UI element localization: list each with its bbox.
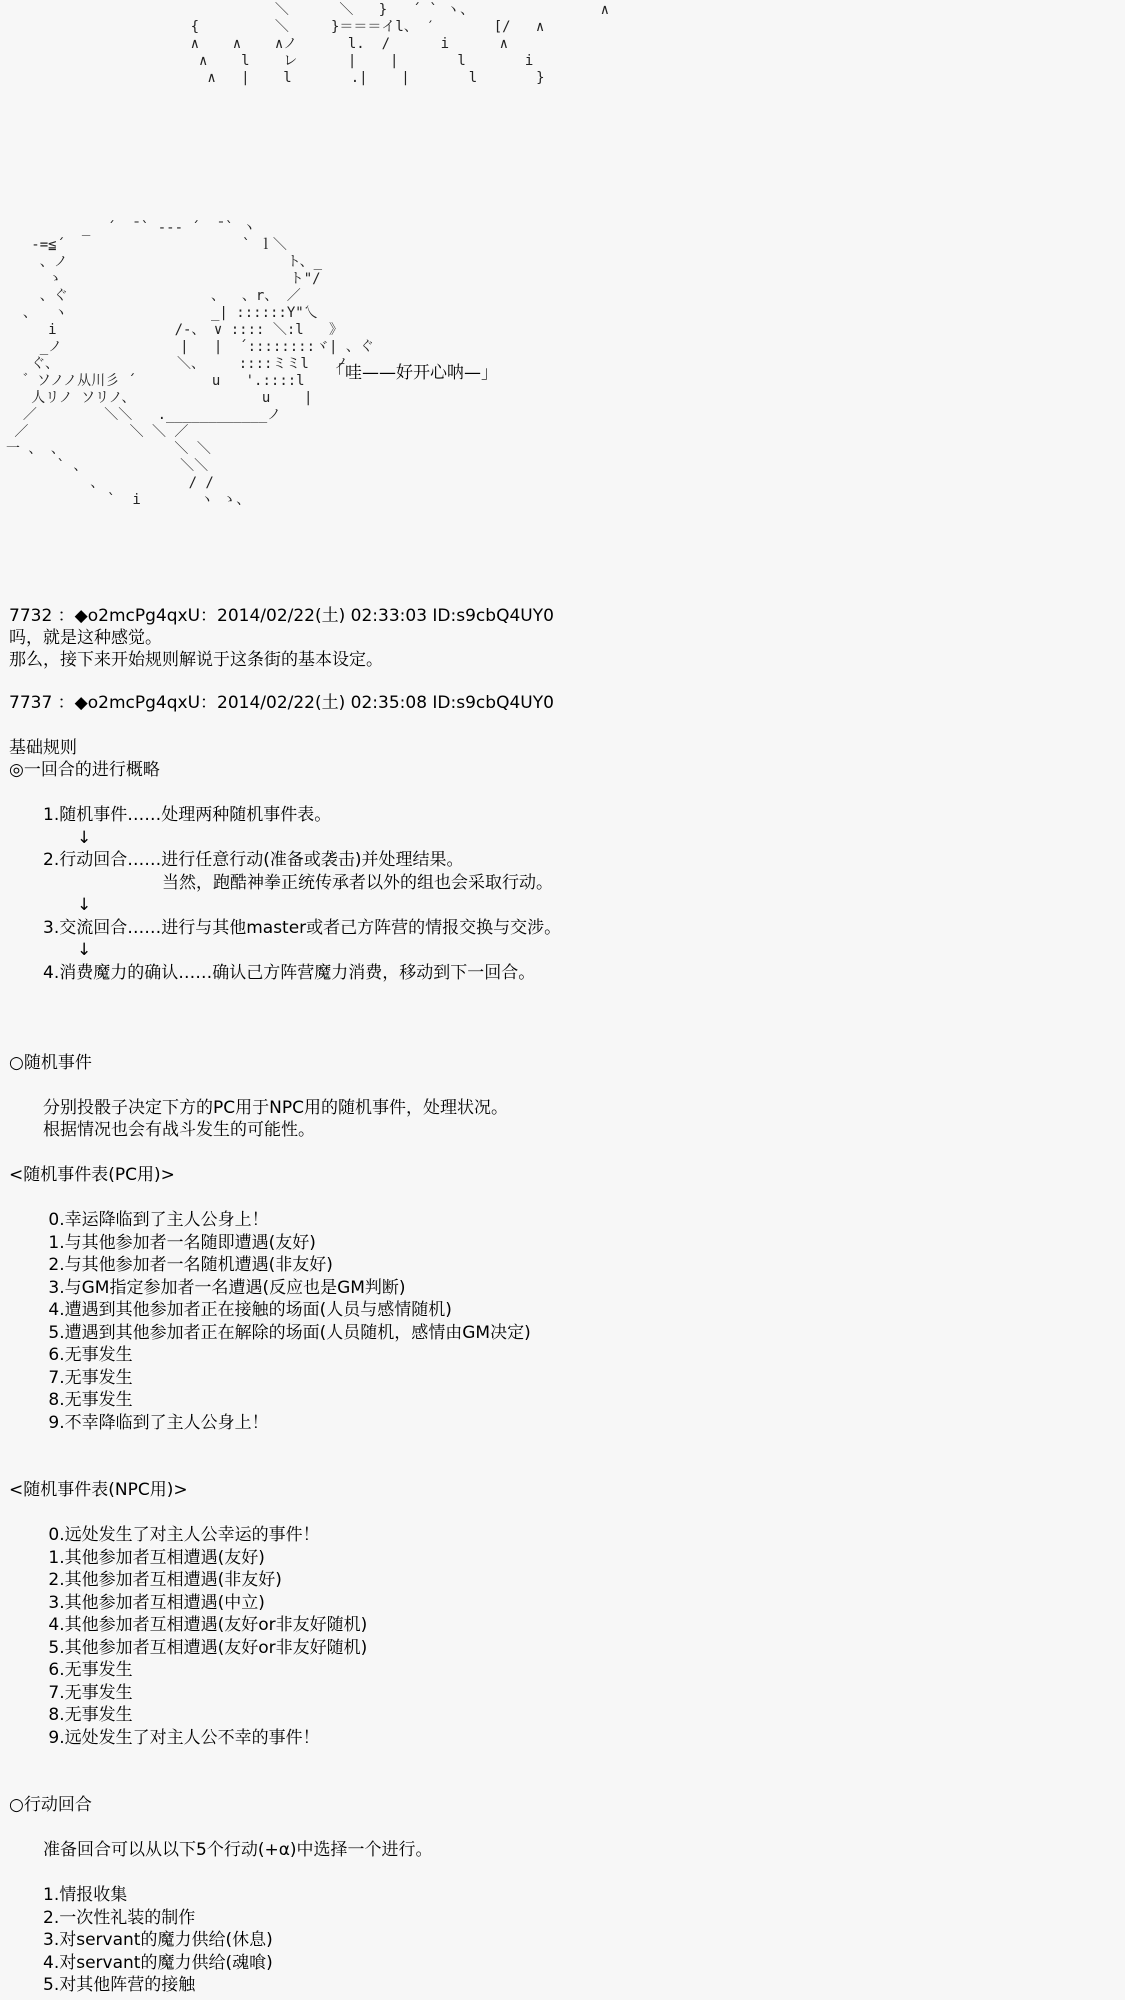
rules-line: 8.无事发生 [9,1390,133,1410]
blank-line [9,1007,1109,1030]
rules-line: ○随机事件 [9,1052,92,1073]
rules-line: 2.其他参加者互相遭遇(非友好) [9,1570,282,1590]
rules-line: 3.交流回合……进行与其他master或者己方阵营的情报交换与交涉。 [9,917,562,938]
rules-line: ◎一回合的进行概略 [9,760,160,780]
blank-line [9,1749,1109,1772]
rules-line: <随机事件表(NPC用)> [9,1480,188,1500]
rules-line: 3.其他参加者互相遭遇(中立) [9,1592,265,1613]
blank-line [9,1772,1109,1795]
rules-line: 6.无事发生 [9,1345,133,1365]
blank-line [9,1029,1109,1052]
rules-line: 9.远处发生了对主人公不幸的事件！ [9,1727,320,1748]
rules-line: 0.远处发生了对主人公幸运的事件！ [9,1525,320,1545]
blank-line [9,1457,1109,1480]
rules-line: 8.无事发生 [9,1705,133,1725]
rules-line: 2.与其他参加者一名随机遭遇(非友好) [9,1255,333,1275]
rules-line: ↓ [9,827,92,848]
ascii-art-character: _ ´ ̄ ` ‐-‐ ´ ̄ ` ヽ -=≦´ ` ｌ＼ 、ノ ト、_ ゝ ト"/ 、ぐ 、 、r、 ／ 、 ヽ _| ::::::Y"乀 i /-、 ∨ :::: ＼:l 》 _ノ | | ´::::::::ヾ| 、ぐ ぐ、 ＼、 ::::ミミl ノ ゛ソノノ从川彡 ´ u '.::::l 人リノ ソリノ、 u | ／ ＼＼ .____________ノ ／ ＼ ＼ ／ 一 、 、 ＼ ＼ ` 、 ＼＼ 、 / / ` i ヽ ゝ、 [6,220,374,508]
post-line: 那么，接下来开始规则解说于这条街的基本设定。 [9,650,383,670]
ascii-art-top: ＼ ＼ } ´ ` ヽ、 ∧ { ＼ }＝＝＝イl、 ′ [/ ∧ ∧ ∧ ∧ノ l. / i ∧ ∧ l レ | | l i ∧ | l .| | l } [190,2,610,86]
blank-line [9,1817,1109,1840]
rules-line: 7.无事发生 [9,1367,133,1388]
rules-line: 分别投骰子决定下方的PC用于NPC用的随机事件，处理状况。 [9,1097,508,1118]
rules-line: 5.遭遇到其他参加者正在解除的场面(人员随机，感情由GM决定) [9,1322,531,1343]
rules-line: 4.对servant的魔力供给(魂喰) [9,1952,273,1973]
rules-line: 基础规则 [9,737,77,758]
rules-line: 6.无事发生 [9,1660,133,1680]
rules-line: 5.对其他阵营的接触 [9,1975,196,1995]
rules-body [9,714,1109,1997]
rules-line: 2.行动回合……进行任意行动(准备或袭击)并处理结果。 [9,850,464,870]
rules-line: 4.遭遇到其他参加者正在接触的场面(人员与感情随机) [9,1300,452,1320]
rules-line: 9.不幸降临到了主人公身上！ [9,1412,269,1433]
rules-line: 5.其他参加者互相遭遇(友好or非友好随机) [9,1637,368,1658]
rules-line: 根据情况也会有战斗发生的可能性。 [9,1120,315,1140]
rules-line: 1.与其他参加者一名随即遭遇(友好) [9,1232,316,1253]
rules-line: 0.幸运降临到了主人公身上！ [9,1210,269,1230]
rules-line: 4.消费魔力的确认……确认己方阵营魔力消费，移动到下一回合。 [9,962,536,983]
blank-line [9,1142,1109,1165]
rules-line: <随机事件表(PC用)> [9,1165,175,1185]
post-header-7737: 7737 ：◆o2mcPg4qxU：2014/02/22(土) 02:35:08 ID:s9cbQ4UY0 [9,693,554,713]
rules-line: 2.一次性礼装的制作 [9,1907,196,1928]
rules-line: 准备回合可以从以下5个行动(+α)中选择一个进行。 [9,1840,433,1860]
rules-line: 1.情报收集 [9,1885,128,1905]
rules-line: 1.随机事件……处理两种随机事件表。 [9,805,332,825]
blank-line [9,1074,1109,1097]
rules-line: 3.与GM指定参加者一名遭遇(反应也是GM判断) [9,1277,406,1298]
rules-line: 1.其他参加者互相遭遇(友好) [9,1547,265,1568]
post-line: 吗，就是这种感觉。 [9,628,162,648]
rules-line: 3.对servant的魔力供给(休息) [9,1930,273,1950]
rules-line: 4.其他参加者互相遭遇(友好or非友好随机) [9,1615,368,1635]
post-header-7732: 7732 ：◆o2mcPg4qxU：2014/02/22(土) 02:33:03 ID:s9cbQ4UY0 [9,606,554,626]
blank-line [9,1862,1109,1885]
rules-line: 当然，跑酷神拳正统传承者以外的组也会采取行动。 [9,872,553,893]
rules-line: ○行动回合 [9,1795,92,1815]
character-speech: 「哇——好开心呐—」 [328,363,498,383]
rules-line: ↓ [9,940,92,960]
blank-line [9,984,1109,1007]
blank-line [9,1187,1109,1210]
blank-line [9,714,1109,737]
blank-line [9,1434,1109,1457]
blank-line [9,1502,1109,1525]
rules-line: 7.无事发生 [9,1682,133,1703]
rules-line: ↓ [9,895,92,915]
blank-line [9,782,1109,805]
